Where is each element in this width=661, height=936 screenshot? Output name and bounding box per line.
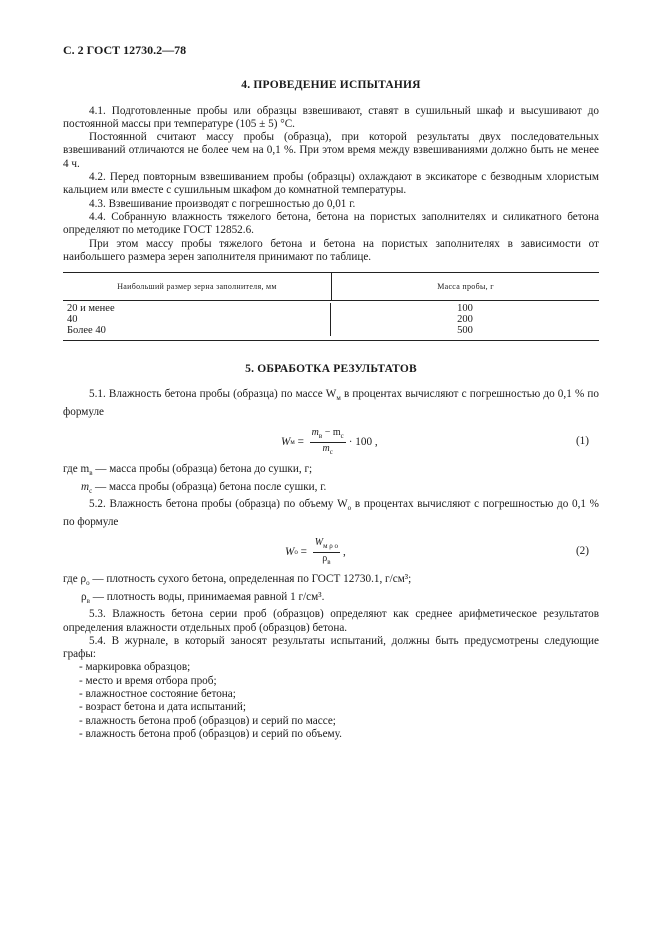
paragraph-4-4: 4.4. Собранную влажность тяжелого бетона, бетона на пористых заполнителях и силикатного бетона определяют по методике ГОСТ 12852.6.: [63, 210, 599, 237]
paragraph-5-4: 5.4. В журнале, в который заносят результаты испытаний, должны быть предусмотрены следующие графы:: [63, 634, 599, 661]
paragraph-4-4-cont: При этом массу пробы тяжелого бетона и бетона на пористых заполнителях в зависимости от наибольшего размера зерен заполнителя принимают по таблице.: [63, 237, 599, 263]
sample-mass-table: [63, 272, 599, 341]
journal-columns-list: [63, 661, 599, 741]
table-header: [63, 273, 599, 301]
list-item: - маркировка образцов;: [63, 661, 599, 674]
table-cell-mass: 500: [457, 325, 473, 337]
formula-1: W м = $\frac{m_в - m_с}{m_с}$ · 100 , (1): [281, 426, 589, 456]
table-header-grain-size: Наибольший размер зерна заполнителя, мм: [63, 273, 332, 300]
list-item: - влажность бетона проб (образцов) и серий по массе;: [63, 715, 599, 728]
formula-2: W о = $\frac{W_{м \rho о}}{\rho_в}$ , (2): [285, 536, 589, 566]
table-cell-size: Более 40: [67, 325, 106, 337]
document-page: [63, 44, 599, 741]
formula-1-number: (1): [575, 435, 589, 448]
table-body: [63, 301, 599, 340]
page-header: С. 2 ГОСТ 12730.2—78: [63, 43, 187, 57]
table-cell-size: 40: [67, 314, 78, 326]
section-5-title: 5. ОБРАБОТКА РЕЗУЛЬТАТОВ: [245, 363, 417, 376]
list-item: - возраст бетона и дата испытаний;: [63, 701, 599, 714]
table-cell-size: 20 и менее: [67, 303, 115, 315]
formula-2-number: (2): [575, 545, 589, 558]
paragraph-5-2: 5.2. Влажность бетона пробы (образца) по объему $W_о$ в процентах вычисляют с погрешностью до 0,1 % по формуле: [63, 498, 599, 528]
paragraph-4-2: 4.2. Перед повторным взвешиванием пробы (образцы) охлаждают в эксикаторе с безводным хлористым кальцием или вместе с сушильным шкафом до комнатной температуры.: [63, 171, 599, 197]
table-cell-mass: 200: [457, 314, 473, 326]
paragraph-4-3: 4.3. Взвешивание производят с погрешностью до 0,01 г.: [89, 197, 356, 210]
paragraph-4-1-cont: Постоянной считают массу пробы (образца), при которой результаты двух последовательных взвешиваний отличаются не более чем на 0,1 %. При этом время между взвешиваниями должно быть не менее 4 ч.: [63, 131, 599, 170]
formula-1-definitions: где $m_в$ — масса пробы (образца) бетона до сушки, г; $m_с$ — масса пробы (образца) бетона после сушки, г.: [63, 463, 327, 496]
table-header-sample-mass: Масса пробы, г: [437, 282, 494, 291]
formula-2-definitions: где $\rho_о$ — плотность сухого бетона, определенная по ГОСТ 12730.1, г/см³; $\rho_в$ — плотность воды, принимаемая равной 1 г/см³.: [63, 573, 412, 605]
paragraph-4-1: 4.1. Подготовленные пробы или образцы взвешивают, ставят в сушильный шкаф и высушивают до постоянной массы при температуре (105 ± 5) °С.: [63, 104, 599, 130]
table-cell-mass: 100: [457, 303, 473, 315]
section-4-title: 4. ПРОВЕДЕНИЕ ИСПЫТАНИЯ: [241, 79, 421, 92]
list-item: - влажность бетона проб (образцов) и серий по объему.: [63, 728, 599, 741]
list-item: - место и время отбора проб;: [63, 675, 599, 688]
list-item: - влажностное состояние бетона;: [63, 688, 599, 701]
paragraph-5-3: 5.3. Влажность бетона серии проб (образцов) определяют как среднее арифметическое результатов определения влажности отдельных проб (образцов) бетона.: [63, 608, 599, 634]
paragraph-5-1: 5.1. Влажность бетона пробы (образца) по массе $W_м$ в процентах вычисляют с погрешностью до 0,1 % по формуле: [63, 388, 599, 418]
